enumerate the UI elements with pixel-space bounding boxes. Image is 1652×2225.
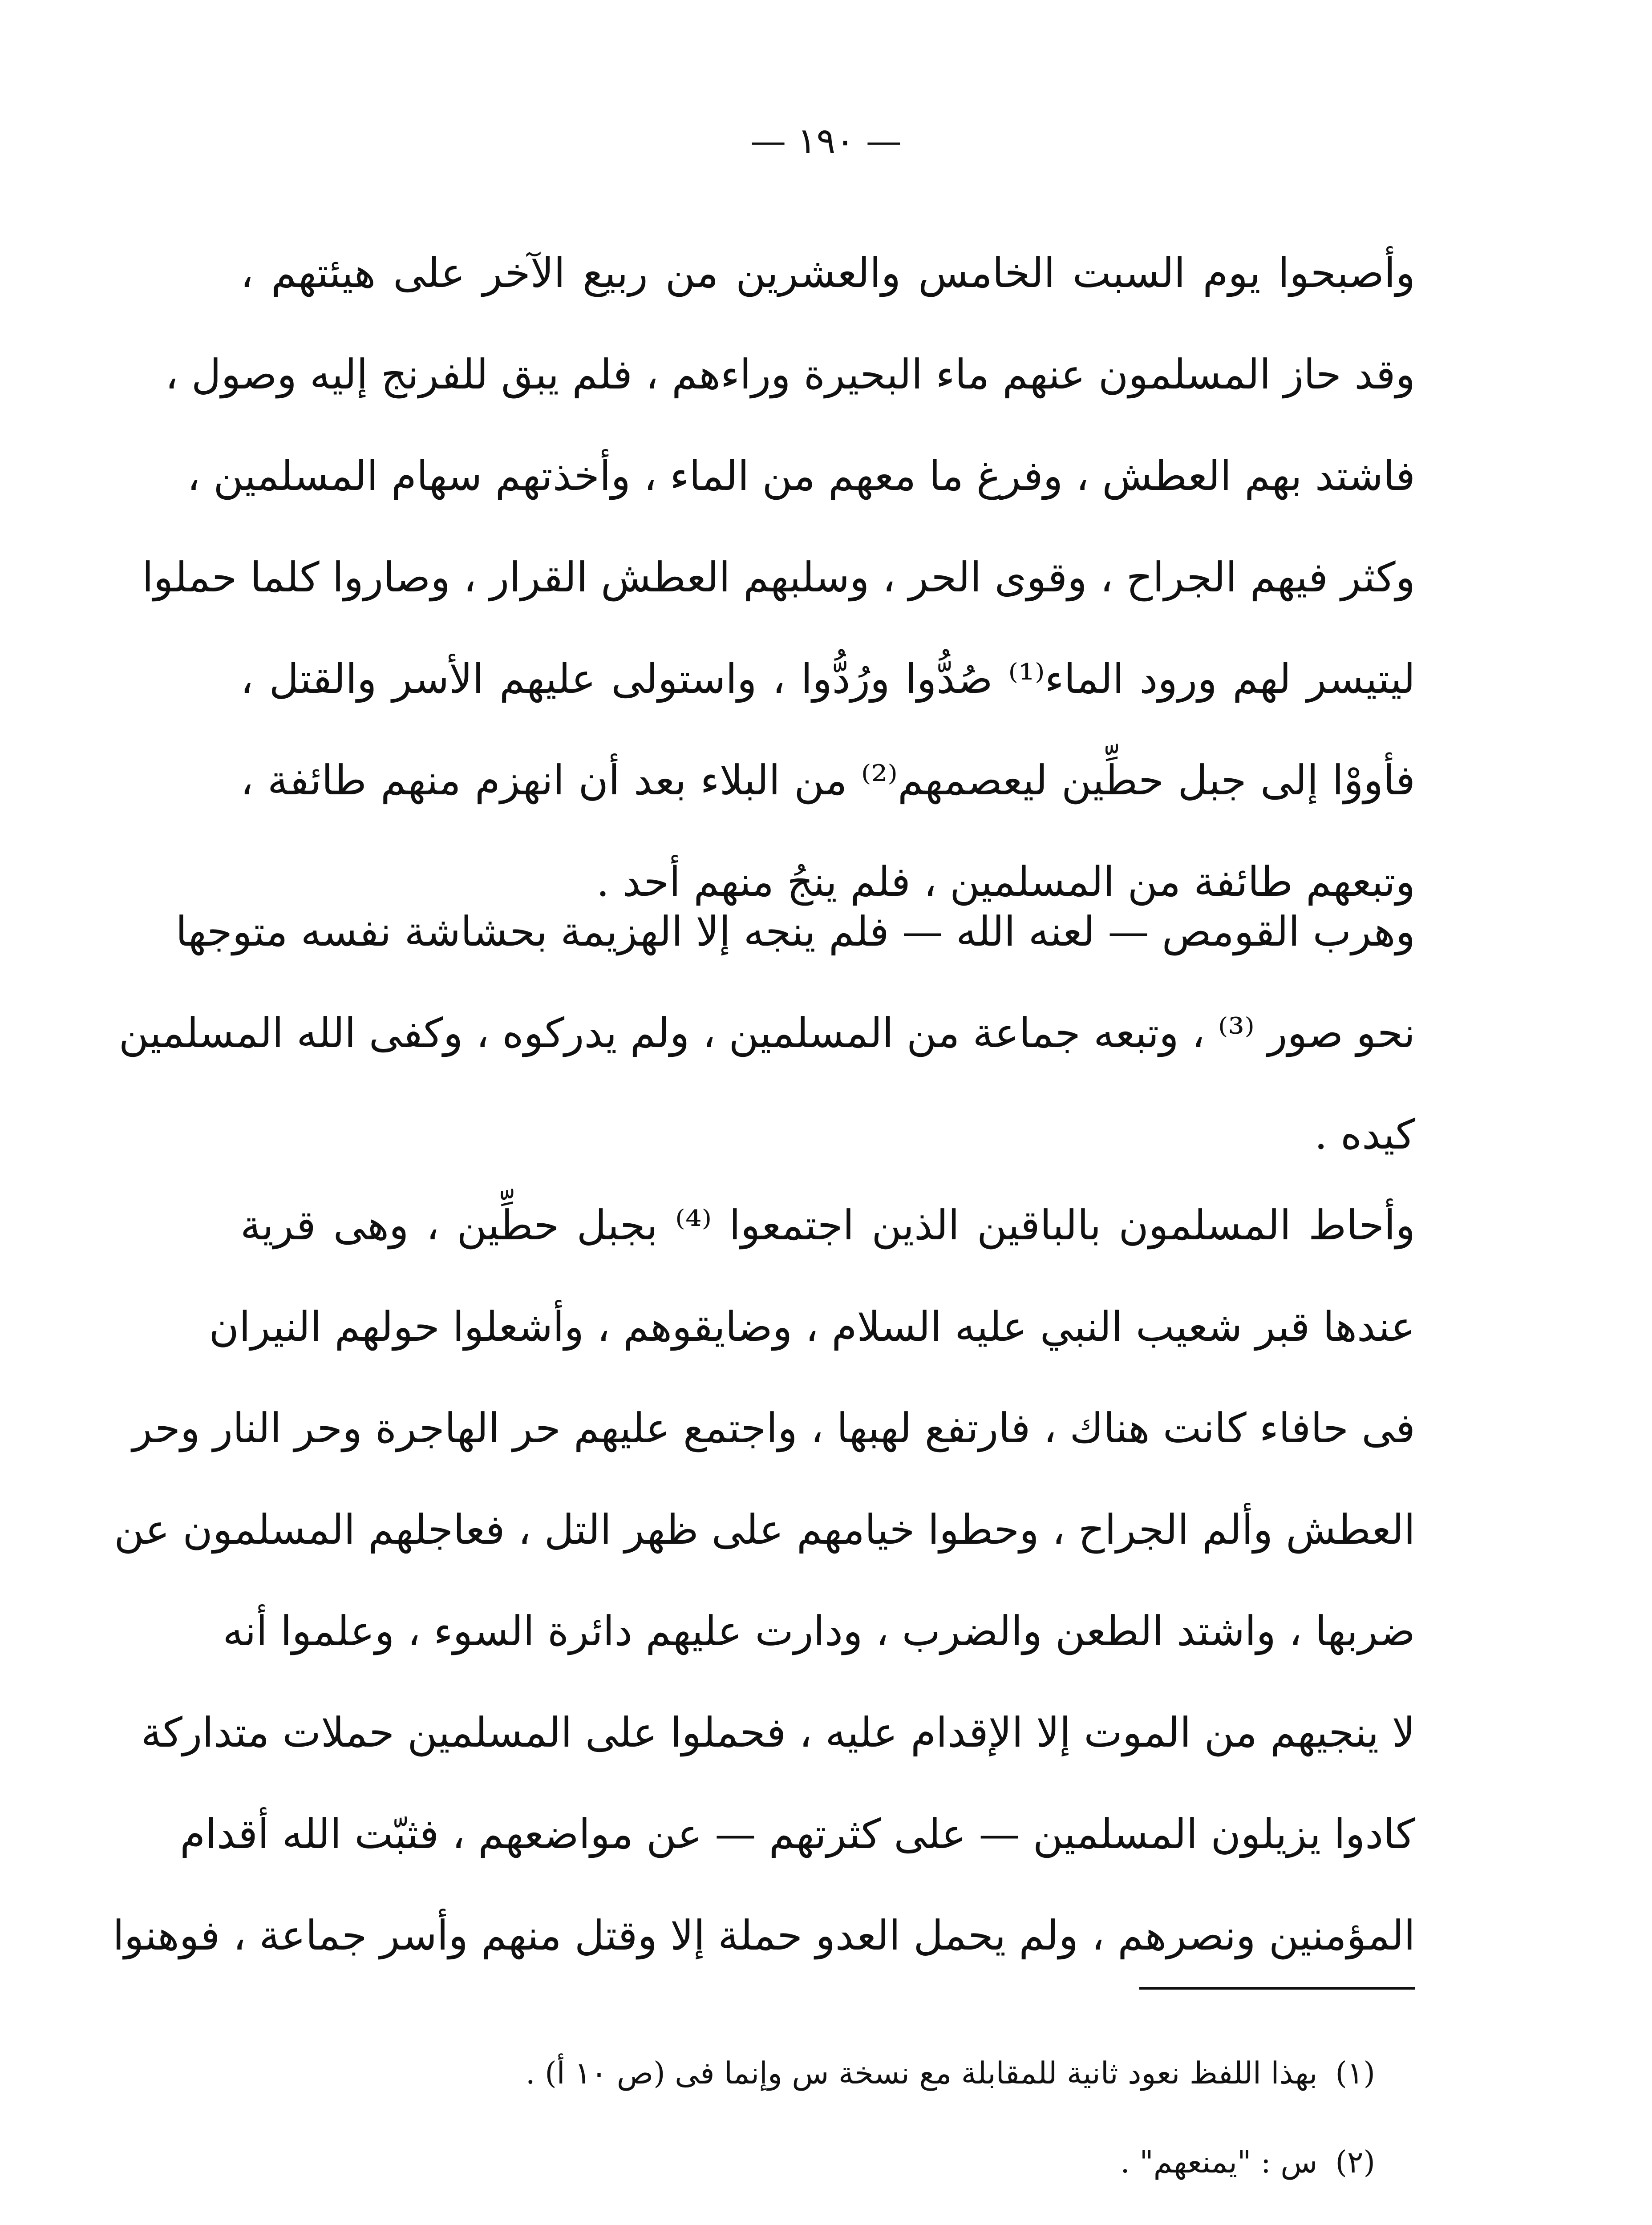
footnote-number: (١)	[1335, 2056, 1375, 2091]
footnote-number: (٢)	[1335, 2145, 1375, 2180]
footnote	[490, 2029, 1375, 2118]
paragraph-2	[118, 881, 1415, 1185]
footnote	[490, 2118, 1375, 2207]
text-line: وتبعهم طائفة من المسلمين ، فلم ينجُ منهم أحد .	[596, 858, 1415, 906]
footnote-divider	[1139, 1987, 1415, 1990]
footnote-text: بهذا اللفظ نعود ثانية للمقابلة مع نسخة س وإنما فى (ص ١٠ أ) .	[525, 2056, 1318, 2091]
text-line: وقد حاز المسلمون عنهم ماء البحيرة وراءهم ، فلم يبق للفرنج إليه وصول ،	[165, 351, 1415, 398]
text-line: فاشتد بهم العطش ، وفرغ ما معهم من الماء ، وأخذتهم سهام المسلمين ،	[187, 452, 1415, 500]
text-line: لا ينجيهم من الموت إلا الإقدام عليه ، فحملوا على المسلمين حملات متداركة	[141, 1709, 1415, 1756]
text-line: العطش وألم الجراح ، وحطوا خيامهم على ظهر التل ، فعاجلهم المسلمون عن	[114, 1506, 1415, 1553]
text-line: المؤمنين ونصرهم ، ولم يحمل العدو حملة إلا وقتل منهم وأسر جماعة ، فوهنوا	[113, 1912, 1415, 1959]
text-line: وكثر فيهم الجراح ، وقوى الحر ، وسلبهم العطش القرار ، وصاروا كلما حملوا	[142, 554, 1415, 601]
paragraph-3	[113, 1175, 1415, 1986]
text-line: كيده .	[1314, 1111, 1415, 1158]
text-line: كادوا يزيلون المسلمين — على كثرتهم — عن مواضعهم ، فثبّت الله أقدام	[180, 1810, 1415, 1858]
text-line: وأحاط المسلمون بالباقين الذين اجتمعوا ⁽⁴⁾ بجبل حطِّين ، وهى قرية	[240, 1202, 1415, 1249]
text-line: نحو صور ⁽³⁾ ، وتبعه جماعة من المسلمين ، ولم يدركوه ، وكفى الله المسلمين	[118, 1009, 1415, 1057]
text-line: وهرب القومص — لعنه الله — فلم ينجه إلا الهزيمة بحشاشة نفسه متوجها	[175, 908, 1415, 955]
text-line: فأووْا إلى جبل حطِّين ليعصمهم⁽²⁾ من البلاء بعد أن انهزم منهم طائفة ،	[240, 756, 1415, 804]
text-line: ليتيسر لهم ورود الماء⁽¹⁾ صُدُّوا ورُدُّوا ، واستولى عليهم الأسر والقتل ،	[240, 655, 1416, 703]
footnote-number	[1335, 2207, 1375, 2225]
text-line: وأصبحوا يوم السبت الخامس والعشرين من ربيع الآخر على هيئتهم ،	[240, 249, 1415, 297]
text-line: ضربها ، واشتد الطعن والضرب ، ودارت عليهم دائرة السوء ، وعلموا أنه	[223, 1607, 1415, 1655]
footnote-text: س : "يمنعهم" .	[1120, 2145, 1318, 2180]
text-line: عندها قبر شعيب النبي عليه السلام ، وضايقوهم ، وأشعلوا حولهم النيران	[209, 1303, 1415, 1351]
footnotes	[490, 2029, 1375, 2225]
page-number: — ١٩٠ —	[750, 120, 902, 162]
paragraph-1	[142, 222, 1416, 933]
text-line: فى حافاء كانت هناك ، فارتفع لهبها ، واجتمع عليهم حر الهاجرة وحر النار وحر	[132, 1404, 1415, 1452]
footnote	[490, 2207, 1375, 2225]
